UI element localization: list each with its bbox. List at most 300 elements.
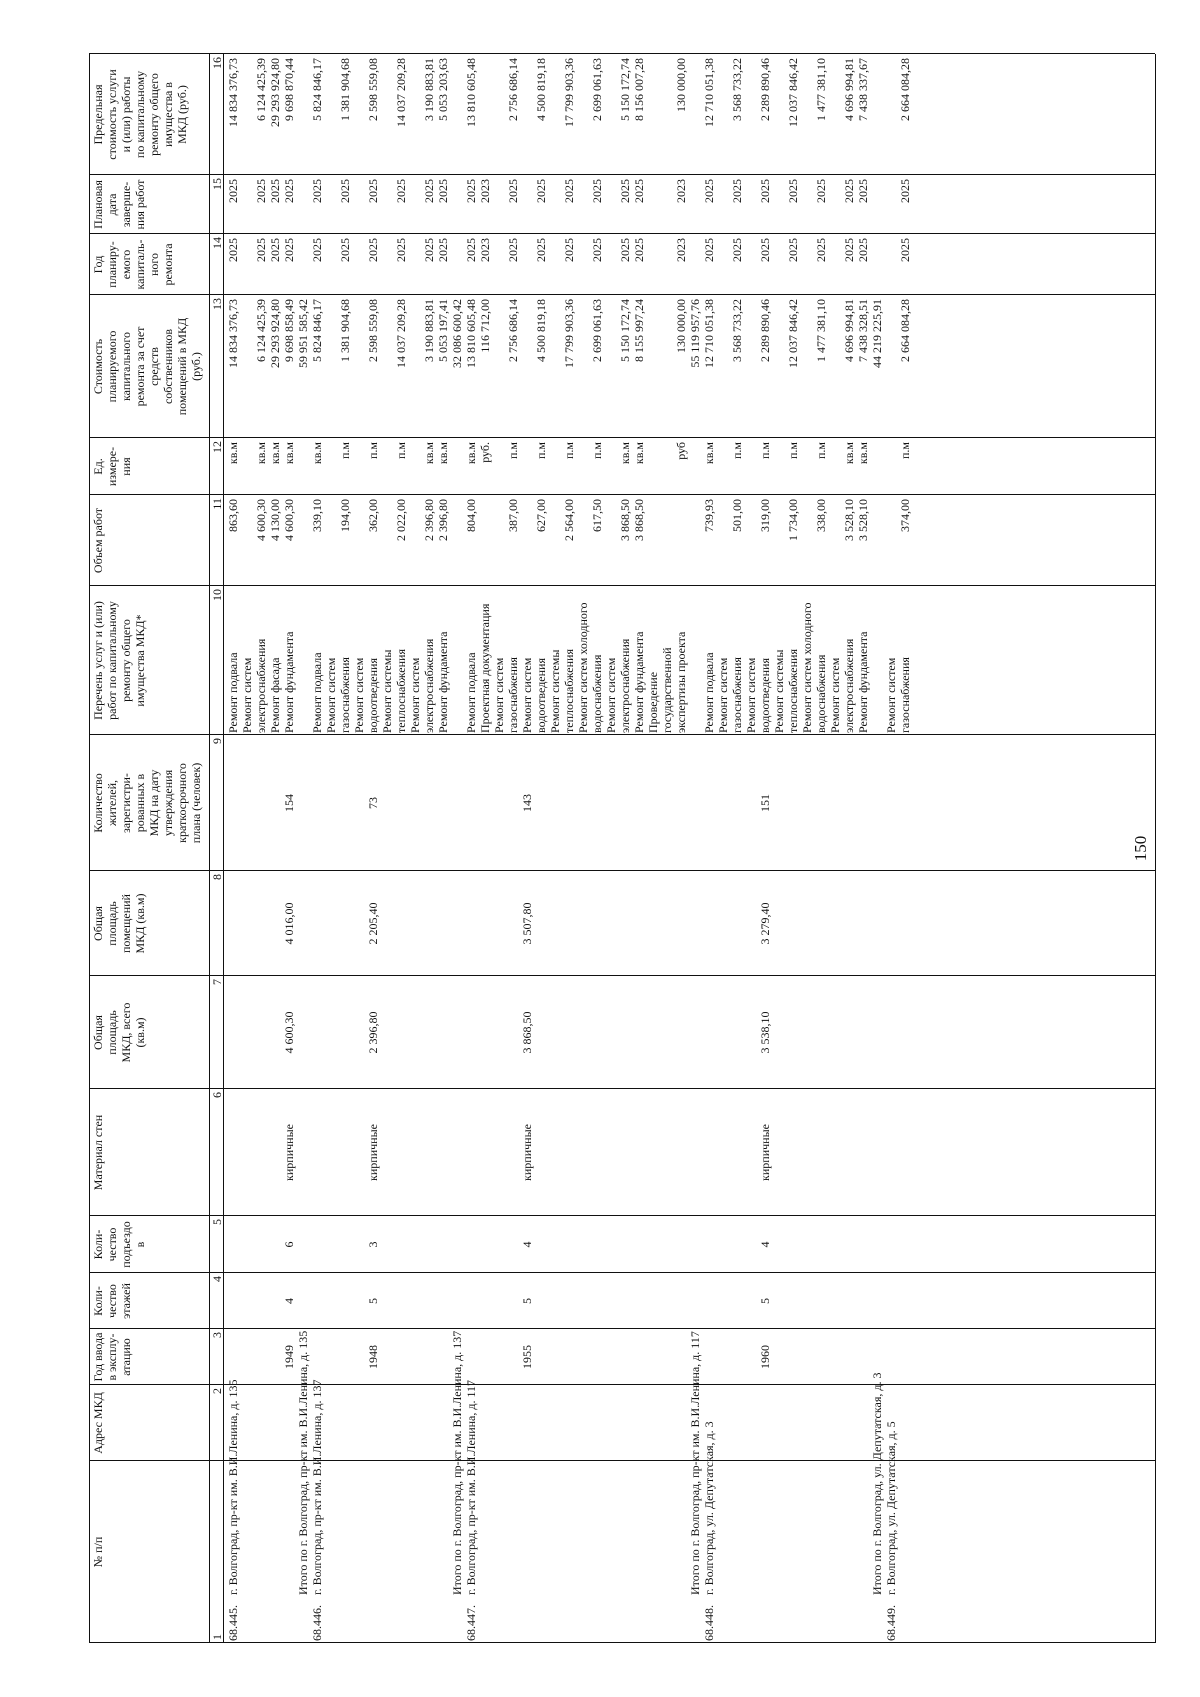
work-completion-date: 2025 (702, 179, 716, 203)
work-name: Ремонт системы (772, 649, 786, 733)
work-year: 2025 (562, 238, 576, 262)
work-name: Ремонт систем (324, 657, 338, 733)
column-header-1: № п/п (91, 1536, 105, 1568)
work-name: Ремонт систем (716, 657, 730, 733)
work-volume: 617,50 (590, 499, 604, 532)
column-header-9: плана (человек) (189, 762, 203, 844)
work-volume: 387,00 (506, 499, 520, 532)
work-cost-limit: 5 150 172,74 (618, 58, 632, 121)
work-name: теплоснабжения (562, 649, 576, 733)
column-header-9: зарегистри- (119, 773, 133, 833)
column-header-9: Количество (91, 773, 105, 833)
work-volume: 362,00 (366, 499, 380, 532)
work-completion-date: 2023 (478, 179, 492, 203)
work-cost: 116 712,00 (478, 299, 492, 353)
column-number-13: 13 (210, 298, 224, 310)
work-completion-date: 2025 (758, 179, 772, 203)
work-completion-date: 2023 (674, 179, 688, 203)
work-unit: п.м (338, 442, 352, 460)
page-number: 150 (1131, 835, 1150, 862)
work-volume: 3 528,10 (856, 499, 870, 541)
entrances-count: 6 (282, 1241, 296, 1248)
column-number-16: 16 (210, 57, 224, 69)
work-unit: руб (674, 442, 688, 460)
column-number-7: 7 (210, 979, 224, 985)
column-number-11: 11 (210, 498, 224, 510)
column-header-16: МКД (руб.) (175, 85, 189, 144)
work-cost-limit: 2 598 559,08 (366, 58, 380, 121)
work-name: водоотведения (366, 658, 380, 733)
work-cost-limit: 5 053 203,63 (436, 58, 450, 121)
work-cost: 5 150 172,74 (618, 299, 632, 362)
work-name: Ремонт фасада (268, 657, 282, 733)
work-cost-limit: 2 289 890,46 (758, 58, 772, 121)
column-header-9: утверждения (161, 769, 175, 837)
column-number-1: 1 (210, 1634, 224, 1640)
work-year: 2025 (590, 238, 604, 262)
work-unit: кв.м (464, 442, 478, 465)
work-year: 2025 (254, 238, 268, 262)
table-rule (89, 1460, 1155, 1461)
work-name: Ремонт систем (240, 657, 254, 733)
work-unit: кв.м (226, 442, 240, 465)
work-cost-limit: 5 824 846,17 (310, 58, 324, 121)
column-header-12: Ед. (91, 458, 105, 475)
work-year: 2025 (702, 238, 716, 262)
work-volume: 3 868,50 (632, 499, 646, 541)
work-cost: 3 190 883,81 (422, 299, 436, 362)
work-unit: п.м (534, 442, 548, 460)
work-name: Ремонт подвала (464, 652, 478, 733)
floors-count: 5 (758, 1298, 772, 1304)
work-name: теплоснабжения (394, 649, 408, 733)
work-cost: 29 293 924,80 (268, 299, 282, 368)
work-name: Ремонт систем холодного (800, 602, 814, 733)
rooms-area: 2 205,40 (366, 902, 380, 945)
work-year: 2025 (282, 238, 296, 262)
work-cost-limit: 4 500 819,18 (534, 58, 548, 121)
entrances-count: 4 (520, 1241, 534, 1248)
work-unit: п.м (506, 442, 520, 460)
work-name: Ремонт систем (352, 657, 366, 733)
work-completion-date: 2025 (814, 179, 828, 203)
work-name: Ремонт подвала (226, 652, 240, 733)
column-header-14: емого (119, 249, 133, 280)
floors-count: 5 (366, 1298, 380, 1304)
column-header-5: в (133, 1241, 147, 1248)
work-completion-date: 2025 (338, 179, 352, 203)
work-cost: 9 698 858,49 (282, 299, 296, 362)
work-unit: кв.м (268, 442, 282, 465)
column-header-16: по капитальному (133, 70, 147, 159)
work-unit: кв.м (254, 442, 268, 465)
build-year: 1948 (366, 1345, 380, 1369)
work-cost: 6 124 425,39 (254, 299, 268, 362)
table-rule (89, 975, 1155, 976)
column-number-12: 12 (210, 441, 224, 453)
building-total-cost: 32 086 600,42 (450, 299, 464, 368)
work-cost: 12 037 846,42 (786, 299, 800, 368)
column-header-4: Коли- (91, 1286, 105, 1316)
work-completion-date: 2025 (310, 179, 324, 203)
work-volume: 739,93 (702, 499, 716, 532)
column-header-7: МКД, всего (119, 1002, 133, 1063)
work-name: Ремонт систем холодного (576, 602, 590, 733)
work-unit: п.м (814, 442, 828, 460)
work-cost-limit: 17 799 903,36 (562, 58, 576, 127)
work-completion-date: 2025 (422, 179, 436, 203)
column-header-5: чество (105, 1227, 119, 1262)
work-cost-limit: 2 756 686,14 (506, 58, 520, 121)
work-name: электроснабжения (422, 638, 436, 733)
column-header-5: подъездо (119, 1221, 133, 1268)
column-number-10: 10 (210, 589, 224, 601)
work-cost: 1 381 904,68 (338, 299, 352, 362)
work-name: газоснабжения (506, 657, 520, 733)
work-volume: 804,00 (464, 499, 478, 532)
work-year: 2025 (310, 238, 324, 262)
work-volume: 2 564,00 (562, 499, 576, 541)
column-header-9: краткосрочного (175, 763, 189, 843)
work-cost: 1 477 381,10 (814, 299, 828, 362)
work-cost: 12 710 051,38 (702, 299, 716, 368)
building-total-label: Итого по г. Волгоград, ул. Депутатская, д. 3 (870, 1372, 884, 1595)
column-header-4: этажей (119, 1283, 133, 1319)
work-year: 2023 (478, 238, 492, 262)
column-header-3: Год ввода (91, 1332, 105, 1382)
work-name: Ремонт фундамента (856, 631, 870, 733)
column-header-13: собственников (161, 328, 175, 405)
work-volume: 194,00 (338, 499, 352, 532)
rooms-area: 3 507,80 (520, 902, 534, 945)
column-header-5: Коли- (91, 1229, 105, 1260)
column-header-14: капиталь- (133, 239, 147, 290)
work-year: 2025 (338, 238, 352, 262)
building-total-cost: 59 951 585,42 (296, 299, 310, 368)
building-total-cost: 44 219 225,91 (870, 299, 884, 368)
work-year: 2025 (842, 238, 856, 262)
column-number-15: 15 (210, 178, 224, 190)
work-unit: руб. (478, 442, 492, 463)
work-unit: п.м (562, 442, 576, 460)
work-cost: 2 664 084,28 (898, 299, 912, 362)
work-name: водоснабжения (590, 654, 604, 733)
building-total-label: Итого по г. Волгоград, пр-кт им. В.И.Ленина, д. 135 (296, 1330, 310, 1595)
work-name: Ремонт фундамента (632, 631, 646, 733)
work-name: электроснабжения (618, 638, 632, 733)
work-year: 2025 (226, 238, 240, 262)
work-name: Ремонт подвала (310, 652, 324, 733)
column-header-13: помещений в МКД (175, 317, 189, 416)
work-volume: 501,00 (730, 499, 744, 532)
column-header-8: площадь (105, 901, 119, 946)
total-area: 4 600,30 (282, 1011, 296, 1054)
work-unit: кв.м (842, 442, 856, 465)
work-cost-limit: 1 477 381,10 (814, 58, 828, 121)
build-year: 1955 (520, 1345, 534, 1369)
work-unit: п.м (786, 442, 800, 460)
work-name: Ремонт систем (492, 657, 506, 733)
work-completion-date: 2025 (226, 179, 240, 203)
residents-count: 143 (520, 794, 534, 812)
column-header-15: ния работ (133, 179, 147, 230)
work-cost-limit: 8 156 007,28 (632, 58, 646, 121)
work-name: Ремонт систем (744, 657, 758, 733)
column-number-5: 5 (210, 1219, 224, 1225)
work-completion-date: 2025 (618, 179, 632, 203)
row-number: 68.445. (226, 1605, 240, 1641)
work-volume: 627,00 (534, 499, 548, 532)
work-name: водоотведения (758, 658, 772, 733)
column-header-13: (руб.) (189, 352, 203, 381)
column-header-13: ремонта за счет (133, 326, 147, 407)
column-number-6: 6 (210, 1092, 224, 1098)
work-cost-limit: 29 293 924,80 (268, 58, 282, 127)
column-header-4: чество (105, 1284, 119, 1318)
work-completion-date: 2025 (590, 179, 604, 203)
work-volume: 3 528,10 (842, 499, 856, 541)
column-header-12: измере- (105, 446, 119, 487)
work-unit: кв.м (856, 442, 870, 465)
work-name: Ремонт систем (408, 657, 422, 733)
work-cost-limit: 9 698 870,44 (282, 58, 296, 121)
work-cost: 14 834 376,73 (226, 299, 240, 368)
work-cost-limit: 3 568 733,22 (730, 58, 744, 121)
work-cost: 2 289 890,46 (758, 299, 772, 362)
building-total-cost: 55 119 957,76 (688, 299, 702, 368)
work-unit: кв.м (436, 442, 450, 465)
column-header-10: Перечень услуг и (или) (91, 601, 105, 720)
work-cost: 130 000,00 (674, 299, 688, 353)
work-cost-limit: 4 696 994,81 (842, 58, 856, 121)
work-cost: 2 699 061,63 (590, 299, 604, 362)
work-name: Ремонт фундамента (436, 631, 450, 733)
work-cost: 4 500 819,18 (534, 299, 548, 362)
work-cost: 17 799 903,36 (562, 299, 576, 368)
column-header-2: Адрес МКД (91, 1392, 105, 1454)
table-rule (89, 734, 1155, 735)
work-cost-limit: 6 124 425,39 (254, 58, 268, 121)
work-unit: п.м (394, 442, 408, 460)
column-number-4: 4 (210, 1276, 224, 1282)
column-header-7: площадь (105, 1010, 119, 1055)
column-header-16: Предельная (91, 84, 105, 145)
work-year: 2025 (786, 238, 800, 262)
work-completion-date: 2025 (506, 179, 520, 203)
wall-material: кирпичные (758, 1124, 772, 1181)
work-volume: 339,10 (310, 499, 324, 532)
work-unit: п.м (366, 442, 380, 460)
building-total-label: Итого по г. Волгоград, пр-кт им. В.И.Ленина, д. 137 (450, 1330, 464, 1595)
total-area: 3 868,50 (520, 1011, 534, 1054)
work-volume: 1 734,00 (786, 499, 800, 541)
table-rule (89, 54, 90, 1643)
wall-material: кирпичные (282, 1124, 296, 1181)
column-header-13: средств (147, 347, 161, 386)
work-name: Ремонт подвала (702, 652, 716, 733)
column-header-12: ния (119, 457, 133, 476)
column-header-16: стоимость услуги (105, 69, 119, 160)
work-cost-limit: 12 710 051,38 (702, 58, 716, 127)
work-name: Проведение (646, 671, 660, 733)
work-volume: 4 600,30 (282, 499, 296, 541)
work-completion-date: 2025 (464, 179, 478, 203)
work-completion-date: 2025 (898, 179, 912, 203)
work-volume: 3 868,50 (618, 499, 632, 541)
work-unit: кв.м (618, 442, 632, 465)
table-rule (89, 53, 1155, 54)
column-header-8: помещений (119, 894, 133, 953)
wall-material: кирпичные (366, 1124, 380, 1181)
work-name: Ремонт систем (828, 657, 842, 733)
work-year: 2025 (394, 238, 408, 262)
work-year: 2025 (436, 238, 450, 262)
work-year: 2025 (534, 238, 548, 262)
rooms-area: 4 016,00 (282, 902, 296, 945)
work-completion-date: 2025 (254, 179, 268, 203)
column-number-2: 2 (210, 1388, 224, 1394)
work-cost-limit: 14 834 376,73 (226, 58, 240, 127)
column-header-11: Объем работ (91, 507, 105, 574)
work-name: экспертизы проекта (674, 631, 688, 733)
table-rule (89, 870, 1155, 871)
work-name: Ремонт систем (520, 657, 534, 733)
column-number-14: 14 (210, 237, 224, 249)
total-area: 3 538,10 (758, 1011, 772, 1054)
row-number: 68.448. (702, 1605, 716, 1641)
work-cost-limit: 130 000,00 (674, 58, 688, 112)
work-name: газоснабжения (730, 657, 744, 733)
work-completion-date: 2025 (268, 179, 282, 203)
table-rule (1155, 54, 1156, 1643)
work-year: 2025 (632, 238, 646, 262)
total-area: 2 396,80 (366, 1011, 380, 1054)
table-rule (89, 1088, 1155, 1089)
column-header-14: планиру- (105, 241, 119, 288)
work-unit: кв.м (422, 442, 436, 465)
work-cost-limit: 7 438 337,67 (856, 58, 870, 121)
column-header-13: планируемого (105, 330, 119, 403)
column-header-16: ремонту общего (147, 73, 161, 156)
work-cost-limit: 12 037 846,42 (786, 58, 800, 127)
work-year: 2025 (464, 238, 478, 262)
column-header-15: дата (105, 193, 119, 216)
work-year: 2023 (674, 238, 688, 262)
work-unit: кв.м (702, 442, 716, 465)
work-year: 2025 (898, 238, 912, 262)
table-rule (89, 1642, 1155, 1643)
work-volume: 2 022,00 (394, 499, 408, 541)
building-address: г. Волгоград, ул. Депутатская, д. 3 (702, 1421, 716, 1595)
residents-count: 73 (366, 797, 380, 809)
work-year: 2025 (730, 238, 744, 262)
work-name: Ремонт фундамента (282, 631, 296, 733)
work-name: газоснабжения (898, 657, 912, 733)
column-header-10: ремонту общего (119, 619, 133, 702)
column-header-6: Материал стен (91, 1114, 105, 1191)
work-name: Ремонт системы (380, 649, 394, 733)
table-rule (89, 1384, 1155, 1385)
work-completion-date: 2025 (534, 179, 548, 203)
work-unit: п.м (730, 442, 744, 460)
work-name: Ремонт систем (884, 657, 898, 733)
row-number: 68.446. (310, 1605, 324, 1641)
work-unit: п.м (590, 442, 604, 460)
table-rule (89, 1328, 1155, 1329)
work-name: газоснабжения (338, 657, 352, 733)
work-name: теплоснабжения (786, 649, 800, 733)
work-volume: 2 396,80 (422, 499, 436, 541)
row-number: 68.449. (884, 1605, 898, 1641)
work-volume: 338,00 (814, 499, 828, 532)
work-volume: 2 396,80 (436, 499, 450, 541)
work-unit: кв.м (282, 442, 296, 465)
building-address: г. Волгоград, пр-кт им. В.И.Ленина, д. 137 (310, 1379, 324, 1595)
column-header-10: работ по капитальному (105, 601, 119, 720)
column-header-15: Плановая (91, 180, 105, 229)
work-completion-date: 2025 (366, 179, 380, 203)
work-name: Проектная документация (478, 603, 492, 733)
floors-count: 5 (520, 1298, 534, 1304)
column-header-16: и (или) работы (119, 76, 133, 153)
work-completion-date: 2025 (562, 179, 576, 203)
work-cost: 5 053 197,41 (436, 299, 450, 362)
work-completion-date: 2025 (632, 179, 646, 203)
build-year: 1949 (282, 1345, 296, 1369)
work-cost-limit: 13 810 605,48 (464, 58, 478, 127)
column-number-9: 9 (210, 738, 224, 744)
work-unit: кв.м (310, 442, 324, 465)
column-header-3: атацию (119, 1338, 133, 1376)
work-year: 2025 (268, 238, 282, 262)
work-cost: 7 438 328,51 (856, 299, 870, 362)
wall-material: кирпичные (520, 1124, 534, 1181)
work-year: 2025 (618, 238, 632, 262)
work-completion-date: 2025 (282, 179, 296, 203)
work-year: 2025 (814, 238, 828, 262)
work-completion-date: 2025 (856, 179, 870, 203)
column-header-14: Год (91, 255, 105, 274)
work-cost: 2 756 686,14 (506, 299, 520, 362)
floors-count: 4 (282, 1298, 296, 1304)
column-header-9: жителей, (105, 779, 119, 827)
work-name: электроснабжения (842, 638, 856, 733)
column-number-3: 3 (210, 1332, 224, 1338)
work-completion-date: 2025 (730, 179, 744, 203)
work-cost-limit: 14 037 209,28 (394, 58, 408, 127)
work-volume: 374,00 (898, 499, 912, 532)
work-unit: кв.м (632, 442, 646, 465)
column-header-14: ремонта (161, 243, 175, 286)
work-volume: 4 600,30 (254, 499, 268, 541)
work-year: 2025 (366, 238, 380, 262)
work-cost: 3 568 733,22 (730, 299, 744, 362)
table-rule (89, 1215, 1155, 1216)
building-address: г. Волгоград, ул. Депутатская, д. 5 (884, 1421, 898, 1595)
column-header-10: имущества МКД* (133, 614, 147, 707)
work-volume: 4 130,00 (268, 499, 282, 541)
building-address: г. Волгоград, пр-кт им. В.И.Ленина, д. 135 (226, 1379, 240, 1595)
column-header-14: ного (147, 252, 161, 277)
column-header-9: МКД на дату (147, 769, 161, 837)
column-header-16: имущества в (161, 82, 175, 147)
work-completion-date: 2025 (394, 179, 408, 203)
work-name: государственной (660, 647, 674, 733)
residents-count: 151 (758, 794, 772, 812)
work-cost: 8 155 997,24 (632, 299, 646, 362)
work-cost: 2 598 559,08 (366, 299, 380, 362)
work-cost: 13 810 605,48 (464, 299, 478, 368)
